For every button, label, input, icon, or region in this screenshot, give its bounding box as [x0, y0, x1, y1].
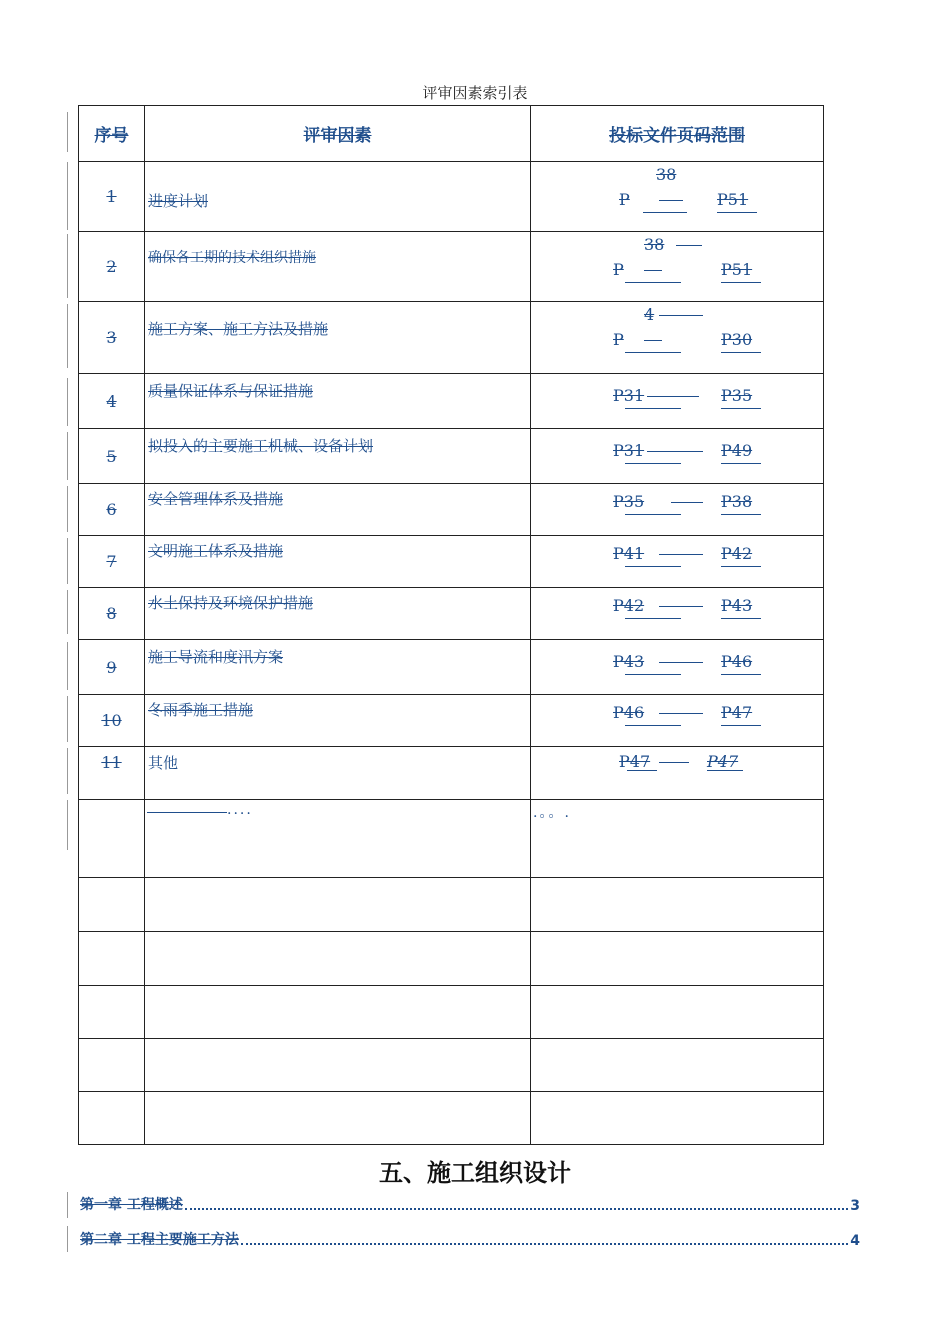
row-factor: 安全管理体系及措施 — [145, 484, 531, 536]
row-page-range: P35 P38 — [531, 484, 824, 536]
margin-mark — [67, 1192, 68, 1218]
row-factor: .... — [145, 800, 531, 878]
table-row — [79, 695, 824, 747]
row-factor: 进度计划 — [145, 162, 531, 232]
toc-leader — [185, 1208, 848, 1210]
toc-entry-page: 3 — [850, 1198, 860, 1214]
row-number: 4 — [79, 374, 145, 429]
row-number: 6 — [79, 484, 145, 536]
row-number — [79, 800, 145, 878]
row-page-range: P46 P47 — [531, 695, 824, 747]
row-number: 8 — [79, 588, 145, 640]
margin-mark — [67, 748, 68, 794]
margin-mark — [67, 1226, 68, 1252]
table-row — [79, 747, 824, 800]
margin-mark — [67, 538, 68, 584]
toc-entry-label: 第一章 工程概述 — [80, 1197, 183, 1213]
margin-mark — [67, 162, 68, 230]
table-row — [79, 302, 824, 374]
header-factor: 评审因素 — [145, 106, 531, 162]
row-factor: 质量保证体系与保证措施 — [145, 374, 531, 429]
row-page-range: 38 P P51 — [531, 162, 824, 232]
row-factor: 文明施工体系及措施 — [145, 536, 531, 588]
row-number: 11 — [79, 747, 145, 800]
row-page-range: 38 P P51 — [531, 232, 824, 302]
margin-mark — [67, 304, 68, 368]
row-number: 5 — [79, 429, 145, 484]
row-factor: 施工方案、施工方法及措施 — [145, 302, 531, 374]
row-factor: 施工导流和度汛方案 — [145, 640, 531, 695]
row-page-range: P31 P35 — [531, 374, 824, 429]
table-row — [79, 800, 824, 878]
toc-entry[interactable] — [80, 1227, 860, 1249]
table-row — [79, 484, 824, 536]
margin-mark — [67, 378, 68, 426]
margin-mark — [67, 590, 68, 634]
margin-mark — [67, 800, 68, 850]
toc-entry[interactable] — [80, 1192, 860, 1214]
row-page-range: 4 P P30 — [531, 302, 824, 374]
toc-entry-label: 第二章 工程主要施工方法 — [80, 1232, 239, 1248]
margin-mark — [67, 234, 68, 298]
table-row — [79, 429, 824, 484]
table-row — [79, 1092, 824, 1145]
margin-mark — [67, 432, 68, 480]
table-row — [79, 162, 824, 232]
header-pages: 投标文件页码范围 — [531, 106, 824, 162]
row-factor: 拟投入的主要施工机械、设备计划 — [145, 429, 531, 484]
row-page-range: .。。. — [531, 800, 824, 878]
row-number: 1 — [79, 162, 145, 232]
row-number: 3 — [79, 302, 145, 374]
margin-mark — [67, 112, 68, 152]
table-row — [79, 232, 824, 302]
table-row — [79, 374, 824, 429]
row-page-range: P43 P46 — [531, 640, 824, 695]
review-factor-index-table — [78, 105, 824, 1145]
row-page-range: P41 P42 — [531, 536, 824, 588]
table-caption: 评审因素索引表 — [422, 84, 528, 102]
margin-mark — [67, 696, 68, 742]
row-page-range: P42 P43 — [531, 588, 824, 640]
row-number: 7 — [79, 536, 145, 588]
row-page-range: P47 P47 — [531, 747, 824, 800]
margin-mark — [67, 642, 68, 690]
table-row — [79, 986, 824, 1039]
margin-mark — [67, 486, 68, 532]
row-number: 9 — [79, 640, 145, 695]
table-row — [79, 1039, 824, 1092]
table-row — [79, 932, 824, 986]
table-header-row — [79, 106, 824, 162]
row-factor: 其他 — [145, 747, 531, 800]
row-factor: 确保各工期的技术组织措施 — [145, 232, 531, 302]
table-row — [79, 640, 824, 695]
toc-entry-page: 4 — [850, 1233, 860, 1249]
row-factor: 冬雨季施工措施 — [145, 695, 531, 747]
header-no: 序号 — [79, 106, 145, 162]
row-number: 10 — [79, 695, 145, 747]
section-title: 五、施工组织设计 — [379, 1159, 571, 1187]
toc-leader — [241, 1243, 848, 1245]
row-factor: 水土保持及环境保护措施 — [145, 588, 531, 640]
table-row — [79, 588, 824, 640]
table-row — [79, 536, 824, 588]
row-page-range: P31 P49 — [531, 429, 824, 484]
table-row — [79, 878, 824, 932]
row-number: 2 — [79, 232, 145, 302]
